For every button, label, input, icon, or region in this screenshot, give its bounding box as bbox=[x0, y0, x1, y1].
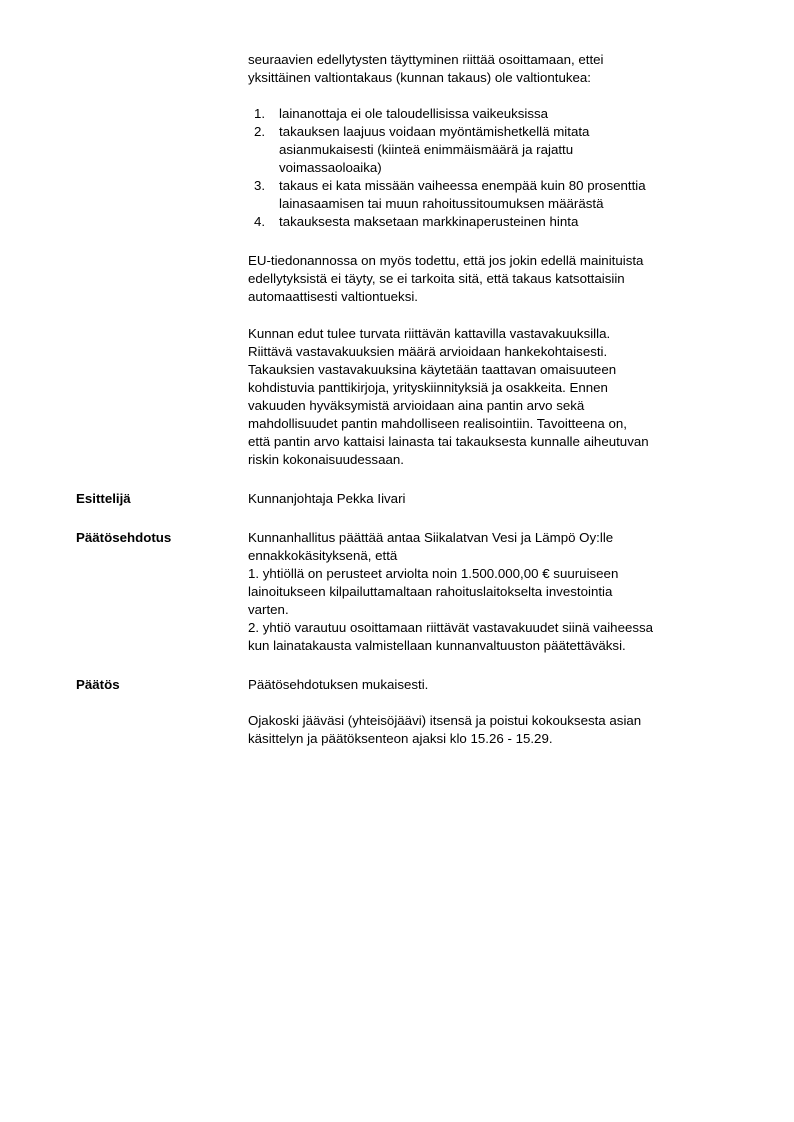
text-line: seuraavien edellytysten täyttyminen riittää osoittamaan, ettei bbox=[248, 52, 604, 67]
proposal-text bbox=[248, 529, 748, 655]
text-line: 1. yhtiöllä on perusteet arviolta noin 1.500.000,00 € suuruiseen bbox=[248, 566, 619, 581]
proposal-label: Päätösehdotus bbox=[76, 530, 172, 545]
list-number: 3. bbox=[254, 178, 266, 193]
text-line: takauksesta maksetaan markkinaperusteinen hinta bbox=[279, 214, 579, 229]
list-item bbox=[248, 177, 748, 213]
list-number: 1. bbox=[254, 106, 266, 121]
text-line: kohdistuvia panttikirjoja, yrityskiinnityksiä ja osakkeita. Ennen bbox=[248, 380, 608, 395]
conditions-list bbox=[248, 105, 748, 231]
text-line: takaus ei kata missään vaiheessa enempää kuin 80 prosenttia bbox=[279, 178, 646, 193]
decision-value: Päätösehdotuksen mukaisesti. bbox=[248, 677, 429, 692]
text-line: asianmukaisesti (kiinteä enimmäismäärä ja rajattu bbox=[279, 142, 574, 157]
text-line: yksittäinen valtiontakaus (kunnan takaus) ole valtiontukea: bbox=[248, 70, 591, 85]
list-number: 2. bbox=[254, 124, 266, 139]
text-line: lainasaamisen tai muun rahoitussitoumuksen määrästä bbox=[279, 196, 604, 211]
presenter-value: Kunnanjohtaja Pekka Iivari bbox=[248, 491, 406, 506]
text-line: vakuuden hyväksymistä arvioidaan aina pantin arvo sekä bbox=[248, 398, 585, 413]
text-line: käsittelyn ja päätöksenteon ajaksi klo 15.26 - 15.29. bbox=[248, 731, 553, 746]
eu-paragraph bbox=[248, 252, 748, 306]
list-item bbox=[248, 213, 748, 231]
text-line: ennakkokäsityksenä, että bbox=[248, 548, 398, 563]
text-line: Kunnanhallitus päättää antaa Siikalatvan Vesi ja Lämpö Oy:lle bbox=[248, 530, 614, 545]
list-item bbox=[248, 105, 748, 123]
intro-paragraph bbox=[248, 51, 748, 87]
text-line: Takauksien vastavakuuksina käytetään taattavan omaisuuteen bbox=[248, 362, 617, 377]
decision-text bbox=[248, 676, 748, 748]
text-line: että pantin arvo kattaisi lainasta tai takauksesta kunnalle aiheutuvan bbox=[248, 434, 649, 449]
decision-label: Päätös bbox=[76, 677, 120, 692]
text-line: voimassaoloaika) bbox=[279, 160, 382, 175]
text-line: Kunnan edut tulee turvata riittävän kattavilla vastavakuuksilla. bbox=[248, 326, 611, 341]
text-line: EU-tiedonannossa on myös todettu, että jos jokin edellä mainituista bbox=[248, 253, 644, 268]
text-line: riskin kokonaisuudessaan. bbox=[248, 452, 404, 467]
presenter-value-block bbox=[248, 490, 748, 508]
text-line: varten. bbox=[248, 602, 289, 617]
text-line: Riittävä vastavakuuksien määrä arvioidaan hankekohtaisesti. bbox=[248, 344, 608, 359]
security-paragraph bbox=[248, 325, 748, 469]
text-line: lainanottaja ei ole taloudellisissa vaikeuksissa bbox=[279, 106, 549, 121]
text-line: edellytyksistä ei täyty, se ei tarkoita sitä, että takaus katsottaisiin bbox=[248, 271, 625, 286]
list-item bbox=[248, 123, 748, 177]
presenter-label: Esittelijä bbox=[76, 491, 131, 506]
text-line: Ojakoski jääväsi (yhteisöjäävi) itsensä ja poistui kokouksesta asian bbox=[248, 713, 642, 728]
text-line: lainoitukseen kilpailuttamaltaan rahoituslaitokselta investointia bbox=[248, 584, 613, 599]
text-line: 2. yhtiö varautuu osoittamaan riittävät vastavakuudet siinä vaiheessa bbox=[248, 620, 654, 635]
list-number: 4. bbox=[254, 214, 266, 229]
text-line: takauksen laajuus voidaan myöntämishetkellä mitata bbox=[279, 124, 590, 139]
text-line: automaattisesti valtiontueksi. bbox=[248, 289, 418, 304]
text-line: kun lainatakausta valmistellaan kunnanvaltuuston päätettäväksi. bbox=[248, 638, 626, 653]
text-line: mahdollisuudet pantin mahdolliseen realisointiin. Tavoitteena on, bbox=[248, 416, 627, 431]
